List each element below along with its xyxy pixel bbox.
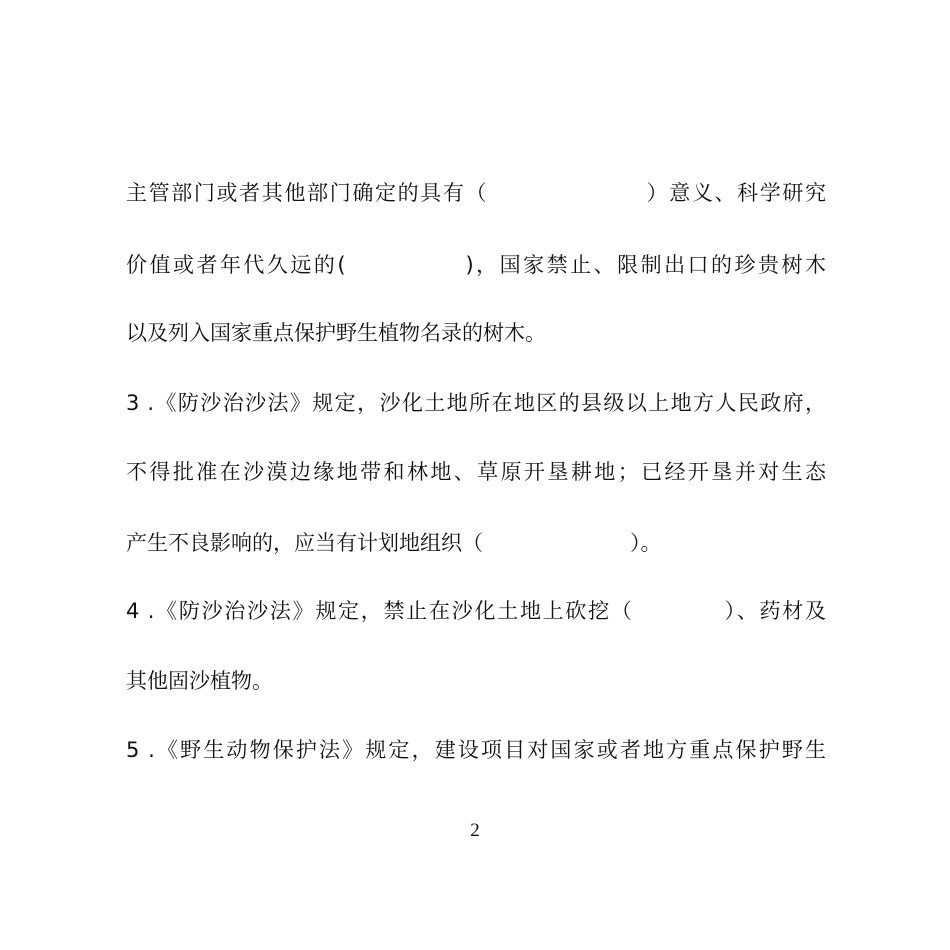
question-3-line-1: 3 .《防沙治沙法》规定，沙化土地所在地区的县级以上地方人民政府， — [126, 391, 826, 415]
text-line-3: 以及列入国家重点保护野生植物名录的树木。 — [126, 321, 546, 345]
text-line-2: 价值或者年代久远的( )，国家禁止、限制出口的珍贵树木 — [126, 253, 826, 277]
question-5-line-1: 5 .《野生动物保护法》规定，建设项目对国家或者地方重点保护野生 — [126, 738, 826, 762]
question-3-line-3: 产生不良影响的，应当有计划地组织（ ）。 — [126, 531, 662, 555]
question-3-line-2: 不得批准在沙漠边缘地带和林地、草原开垦耕地；已经开垦并对生态 — [126, 460, 826, 484]
page-number: 2 — [470, 820, 480, 841]
text-line-1: 主管部门或者其他部门确定的具有（ ）意义、科学研究 — [126, 181, 826, 205]
question-4-line-1: 4 .《防沙治沙法》规定，禁止在沙化土地上砍挖（ ）、药材及 — [126, 599, 826, 623]
question-4-line-2: 其他固沙植物。 — [126, 669, 273, 693]
